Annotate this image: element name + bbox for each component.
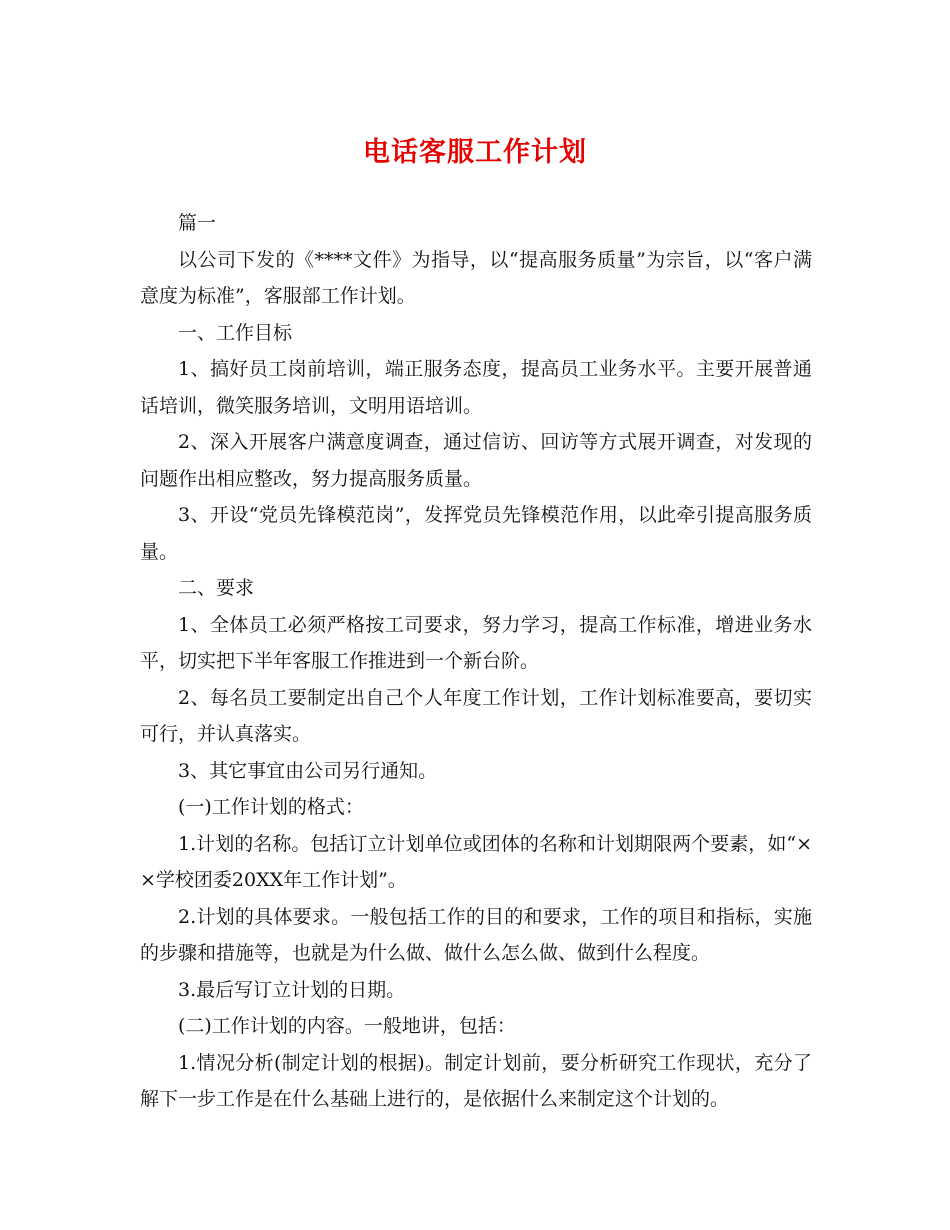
heading-requirements: 二、要求 <box>178 577 255 599</box>
heading-plan-content: (二)工作计划的内容。一般地讲，包括： <box>178 1015 516 1037</box>
paragraph-section-label: 篇一 <box>178 212 217 234</box>
paragraph-goal-3: 3、开设“党员先锋模范岗”，发挥党员先锋模范作用，以此牵引提高服务质量。 <box>140 504 812 563</box>
paragraph-format-1: 1.计划的名称。包括订立计划单位或团体的名称和计划期限两个要素，如“××学校团委20XX年工作计划”。 <box>140 832 812 891</box>
paragraph-format-2: 2.计划的具体要求。一般包括工作的目的和要求，工作的项目和指标，实施的步骤和措施等，也就是为什么做、做什么怎么做、做到什么程度。 <box>140 905 812 964</box>
paragraph-requirement-1: 1、全体员工必须严格按工司要求，努力学习，提高工作标准，增进业务水平，切实把下半年客服工作推进到一个新台阶。 <box>140 613 812 672</box>
paragraph-goal-1: 1、搞好员工岗前培训，端正服务态度，提高员工业务水平。主要开展普通话培训，微笑服务培训，文明用语培训。 <box>140 358 812 417</box>
paragraph-requirement-2: 2、每名员工要制定出自己个人年度工作计划，工作计划标准要高，要切实可行，并认真落实。 <box>140 686 812 745</box>
paragraph-content-1: 1.情况分析(制定计划的根据)。制定计划前，要分析研究工作现状，充分了解下一步工作是在什么基础上进行的，是依据什么来制定这个计划的。 <box>140 1051 812 1110</box>
document-title: 电话客服工作计划 <box>363 137 587 168</box>
paragraph-goal-2: 2、深入开展客户满意度调查，通过信访、回访等方式展开调查，对发现的问题作出相应整改，努力提高服务质量。 <box>140 431 812 490</box>
paragraph-requirement-3: 3、其它事宜由公司另行通知。 <box>178 759 438 782</box>
heading-plan-format: (一)工作计划的格式： <box>178 796 364 818</box>
paragraph-format-3: 3.最后写订立计划的日期。 <box>178 978 406 1001</box>
paragraph-intro: 以公司下发的《****文件》为指导，以“提高服务质量”为宗旨，以“客户满意度为标准”，客服部工作计划。 <box>140 248 812 307</box>
heading-work-goals: 一、工作目标 <box>178 321 293 344</box>
document-body <box>140 205 812 1118</box>
